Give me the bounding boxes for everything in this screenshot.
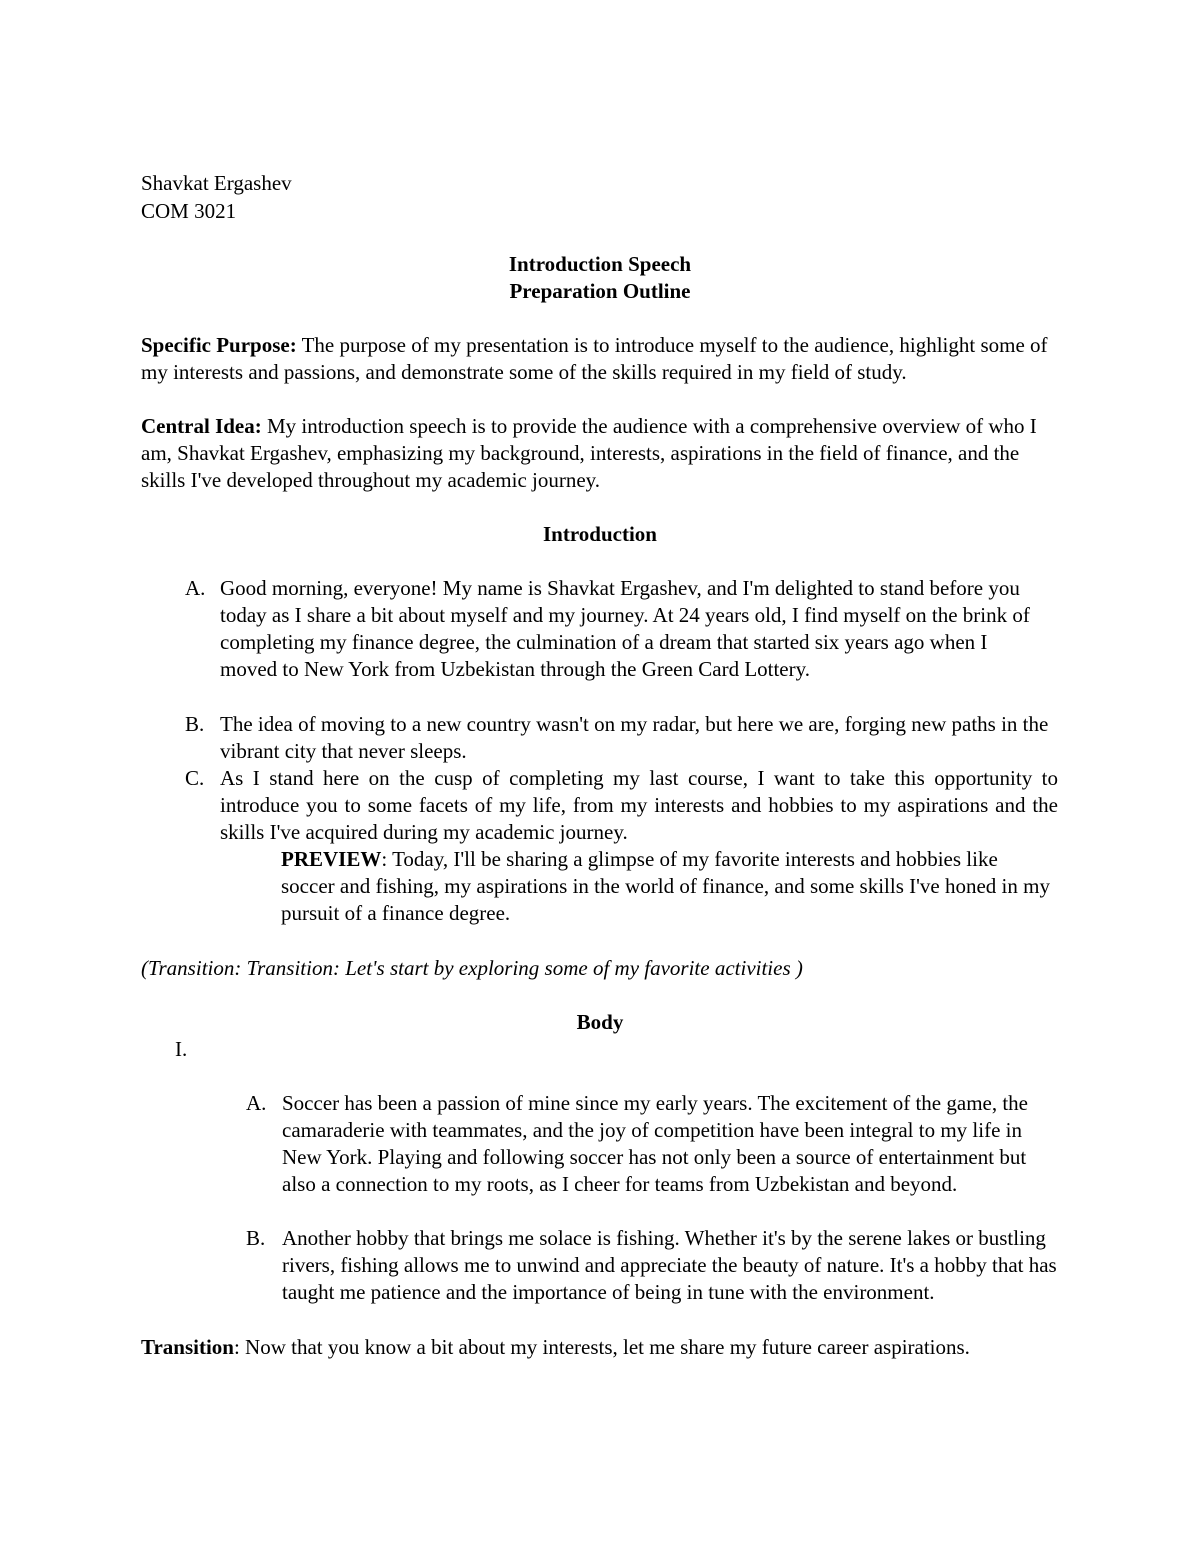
list-item-text: Soccer has been a passion of mine since my early years. The excitement of the game, the camaraderie with teammates, and the joy of competition have been integral to my life in New York. Playing and following soccer has not only been a source of entertainment but also a connection to my roots, as I cheer for teams from Uzbekistan and beyond. — [282, 1091, 1029, 1196]
list-item-text: The idea of moving to a new country wasn't on my radar, but here we are, forging new paths in the vibrant city that never sleeps. — [220, 712, 1049, 763]
course-code: COM 3021 — [141, 199, 237, 223]
list-item-text: Good morning, everyone! My name is Shavkat Ergashev, and I'm delighted to stand before you today as I share a bit about myself and my journey. At 24 years old, I find myself on the brink of completing my finance degree, the culmination of a dream that started six years ago when I moved to New York from Uzbekistan through the Green Card Lottery. — [220, 576, 1030, 681]
document-subtitle: Preparation Outline — [509, 279, 691, 303]
specific-purpose — [141, 332, 1066, 386]
list-item-label: A. — [185, 576, 206, 600]
introduction-heading: Introduction — [543, 522, 657, 546]
specific-purpose-text: The purpose of my presentation is to introduce myself to the audience, highlight some of my interests and passions, and demonstrate some of the skills required in my field of study. — [141, 333, 1048, 384]
list-item-label: B. — [185, 712, 205, 736]
specific-purpose-label: Specific Purpose: — [141, 333, 297, 357]
author-name: Shavkat Ergashev — [141, 171, 292, 195]
transition-note: (Transition: Transition: Let's start by exploring some of my favorite activities ) — [141, 956, 803, 980]
list-item — [246, 1090, 1066, 1225]
central-idea — [141, 413, 1066, 494]
preview-label: PREVIEW — [281, 847, 382, 871]
list-item-label: A. — [246, 1091, 267, 1115]
list-item — [246, 1225, 1066, 1333]
preview-statement — [281, 846, 1056, 927]
list-item — [185, 765, 1065, 846]
transition-label: Transition — [141, 1335, 234, 1359]
list-item-label: B. — [246, 1226, 266, 1250]
list-item-text: As I stand here on the cusp of completing my last course, I want to take this opportunity to introduce you to some facets of my life, from my interests and hobbies to my aspirations and the skills I've acquired during my academic journey. — [220, 766, 1058, 844]
list-item — [185, 575, 1065, 710]
list-item — [185, 711, 1065, 765]
transition-statement — [141, 1334, 981, 1361]
list-item-text: Another hobby that brings me solace is fishing. Whether it's by the serene lakes or bustling rivers, fishing allows me to unwind and appreciate the beauty of nature. It's a hobby that has taught me patience and the importance of being in tune with the environment. — [282, 1226, 1057, 1304]
transition-text: : Now that you know a bit about my interests, let me share my future career aspirations. — [233, 1335, 970, 1359]
central-idea-label: Central Idea: — [141, 414, 262, 438]
list-item-label: C. — [185, 766, 205, 790]
main-point-label: I. — [175, 1037, 188, 1061]
preview-text: : Today, I'll be sharing a glimpse of my favorite interests and hobbies like soccer and fishing, my aspirations in the world of finance, and some skills I've honed in my pursuit of a finance degree. — [281, 847, 1050, 925]
document-title: Introduction Speech — [508, 252, 692, 276]
body-heading: Body — [576, 1010, 624, 1034]
central-idea-text: My introduction speech is to provide the audience with a comprehensive overview of who I am, Shavkat Ergashev, emphasizing my background, interests, aspirations in the field of finance, and the skills I've developed throughout my academic journey. — [141, 414, 1037, 492]
